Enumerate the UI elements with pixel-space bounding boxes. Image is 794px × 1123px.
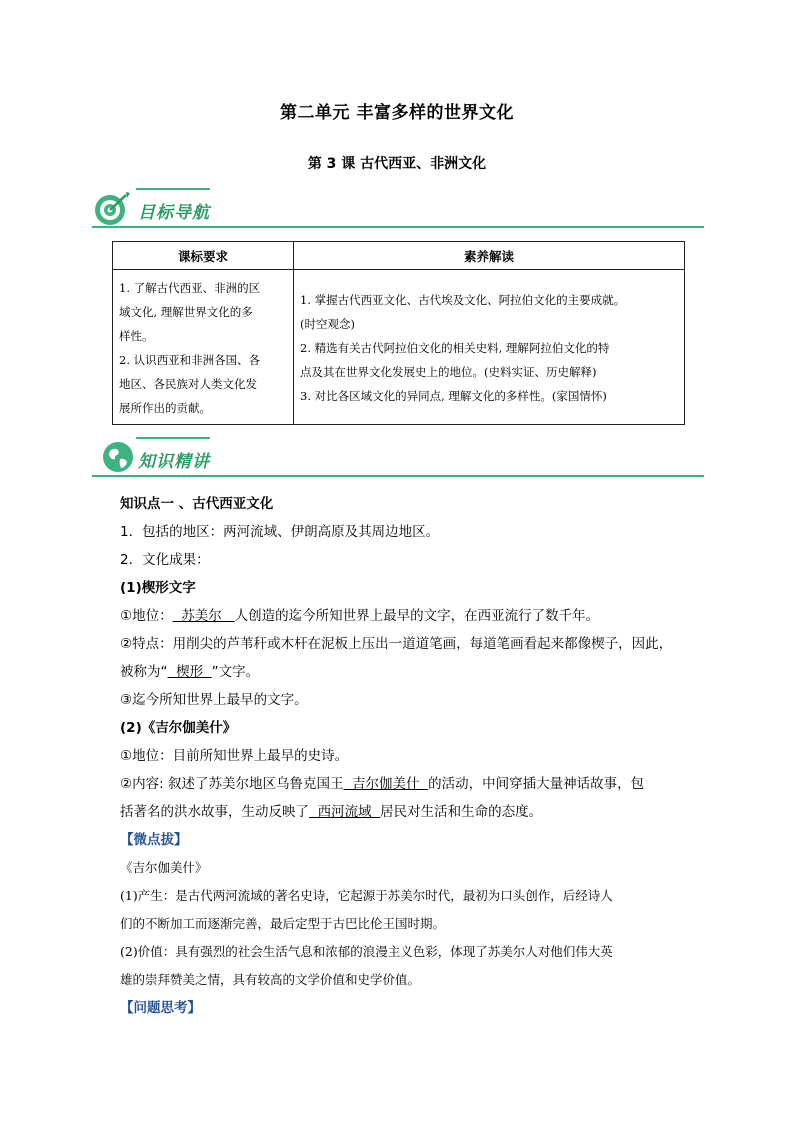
cell-line: 1. 了解古代西亚、非洲的区 — [119, 281, 261, 295]
table-header: 素养解读 — [294, 242, 685, 270]
knowledge-content — [120, 490, 690, 1022]
tip-line: 们的不断加工而逐渐完善，最后定型于古巴比伦王国时期。 — [120, 916, 446, 931]
text: 人创造的迄今所知世界上最早的文字，在西亚流行了数千年。 — [234, 608, 600, 624]
banner-title: 知识精讲 — [138, 452, 210, 472]
subheading: (1)楔形文字 — [120, 580, 196, 596]
section-banner-knowledge — [92, 437, 704, 477]
cell-line: 样性。 — [119, 329, 154, 343]
paragraph — [120, 798, 690, 826]
page-title: 第二单元 丰富多样的世界文化 — [280, 103, 514, 123]
paragraph — [120, 770, 690, 798]
tip-label: 【微点拔】 — [120, 832, 188, 848]
tip-line: 《吉尔伽美什》 — [120, 860, 208, 875]
paragraph: ③迄今所知世界上最早的文字。 — [120, 692, 308, 708]
subheading: (2)《吉尔伽美什》 — [120, 720, 237, 736]
section-banner-goals — [92, 188, 704, 228]
cell-line: 展所作出的贡献。 — [119, 401, 211, 415]
paragraph — [120, 658, 690, 686]
paragraph — [120, 602, 690, 630]
cell-line: 域文化, 理解世界文化的多 — [119, 305, 253, 319]
lesson-title: 第 3 课 古代西亚、非洲文化 — [307, 156, 487, 172]
knowledge-point-heading: 知识点一 、古代西亚文化 — [120, 496, 274, 512]
target-icon — [92, 190, 132, 228]
text: ①地位： — [120, 608, 173, 624]
fill-blank-answer: 楔形 — [167, 664, 212, 680]
tip-line: 雄的崇拜赞美之情，具有较高的文学价值和史学价值。 — [120, 972, 421, 987]
fill-blank-answer: 西河流域 — [309, 804, 381, 820]
cell-line: 地区、各民族对人类文化发 — [119, 377, 257, 391]
cell-line: 2. 精选有关古代阿拉伯文化的相关史料, 理解阿拉伯文化的特 — [300, 341, 610, 355]
table-header: 课标要求 — [113, 242, 294, 270]
tip-line: (2)价值：具有强烈的社会生活气息和浓郁的浪漫主义色彩，体现了苏美尔人对他们伟大英 — [120, 944, 613, 959]
text: 被称为“ — [120, 664, 168, 680]
table-cell-requirements — [113, 270, 294, 425]
tip-line: (1)产生：是古代两河流域的著名史诗，它起源于苏美尔时代，最初为口头创作，后经诗人 — [120, 888, 613, 903]
table-cell-literacy — [294, 270, 685, 425]
cell-line: 2. 认识西亚和非洲各国、各 — [119, 353, 261, 367]
paragraph: ①地位：目前所知世界上最早的史诗。 — [120, 748, 349, 764]
standards-table — [112, 241, 685, 425]
text: ”文字。 — [211, 664, 260, 680]
fill-blank-answer: 苏美尔 — [172, 608, 235, 624]
paragraph: ②特点：用削尖的芦苇秆或木杆在泥板上压出一道道笔画，每道笔画看起来都像楔子，因此， — [120, 636, 673, 652]
text: 括著名的洪水故事，生动反映了 — [120, 804, 309, 820]
paragraph: 2．文化成果： — [120, 552, 210, 568]
question-label: 【问题思考】 — [120, 1000, 201, 1016]
text: 居民对生活和生命的态度。 — [380, 804, 543, 820]
text: ②内容: 叙述了苏美尔地区乌鲁克国王 — [120, 776, 344, 792]
cell-line: 3. 对比各区域文化的异同点, 理解文化的多样性。(家国情怀) — [300, 389, 607, 403]
paragraph: 1．包括的地区：两河流域、伊朗高原及其周边地区。 — [120, 524, 440, 540]
banner-title: 目标导航 — [138, 203, 210, 223]
text: 的活动，中间穿插大量神话故事，包 — [428, 776, 645, 792]
globe-icon — [100, 439, 136, 475]
fill-blank-answer: 吉尔伽美什 — [343, 776, 429, 792]
cell-line: (时空观念) — [300, 317, 355, 331]
cell-line: 点及其在世界文化发展史上的地位。(史料实证、历史解释) — [300, 365, 597, 379]
cell-line: 1. 掌握古代西亚文化、古代埃及文化、阿拉伯文化的主要成就。 — [300, 293, 626, 307]
